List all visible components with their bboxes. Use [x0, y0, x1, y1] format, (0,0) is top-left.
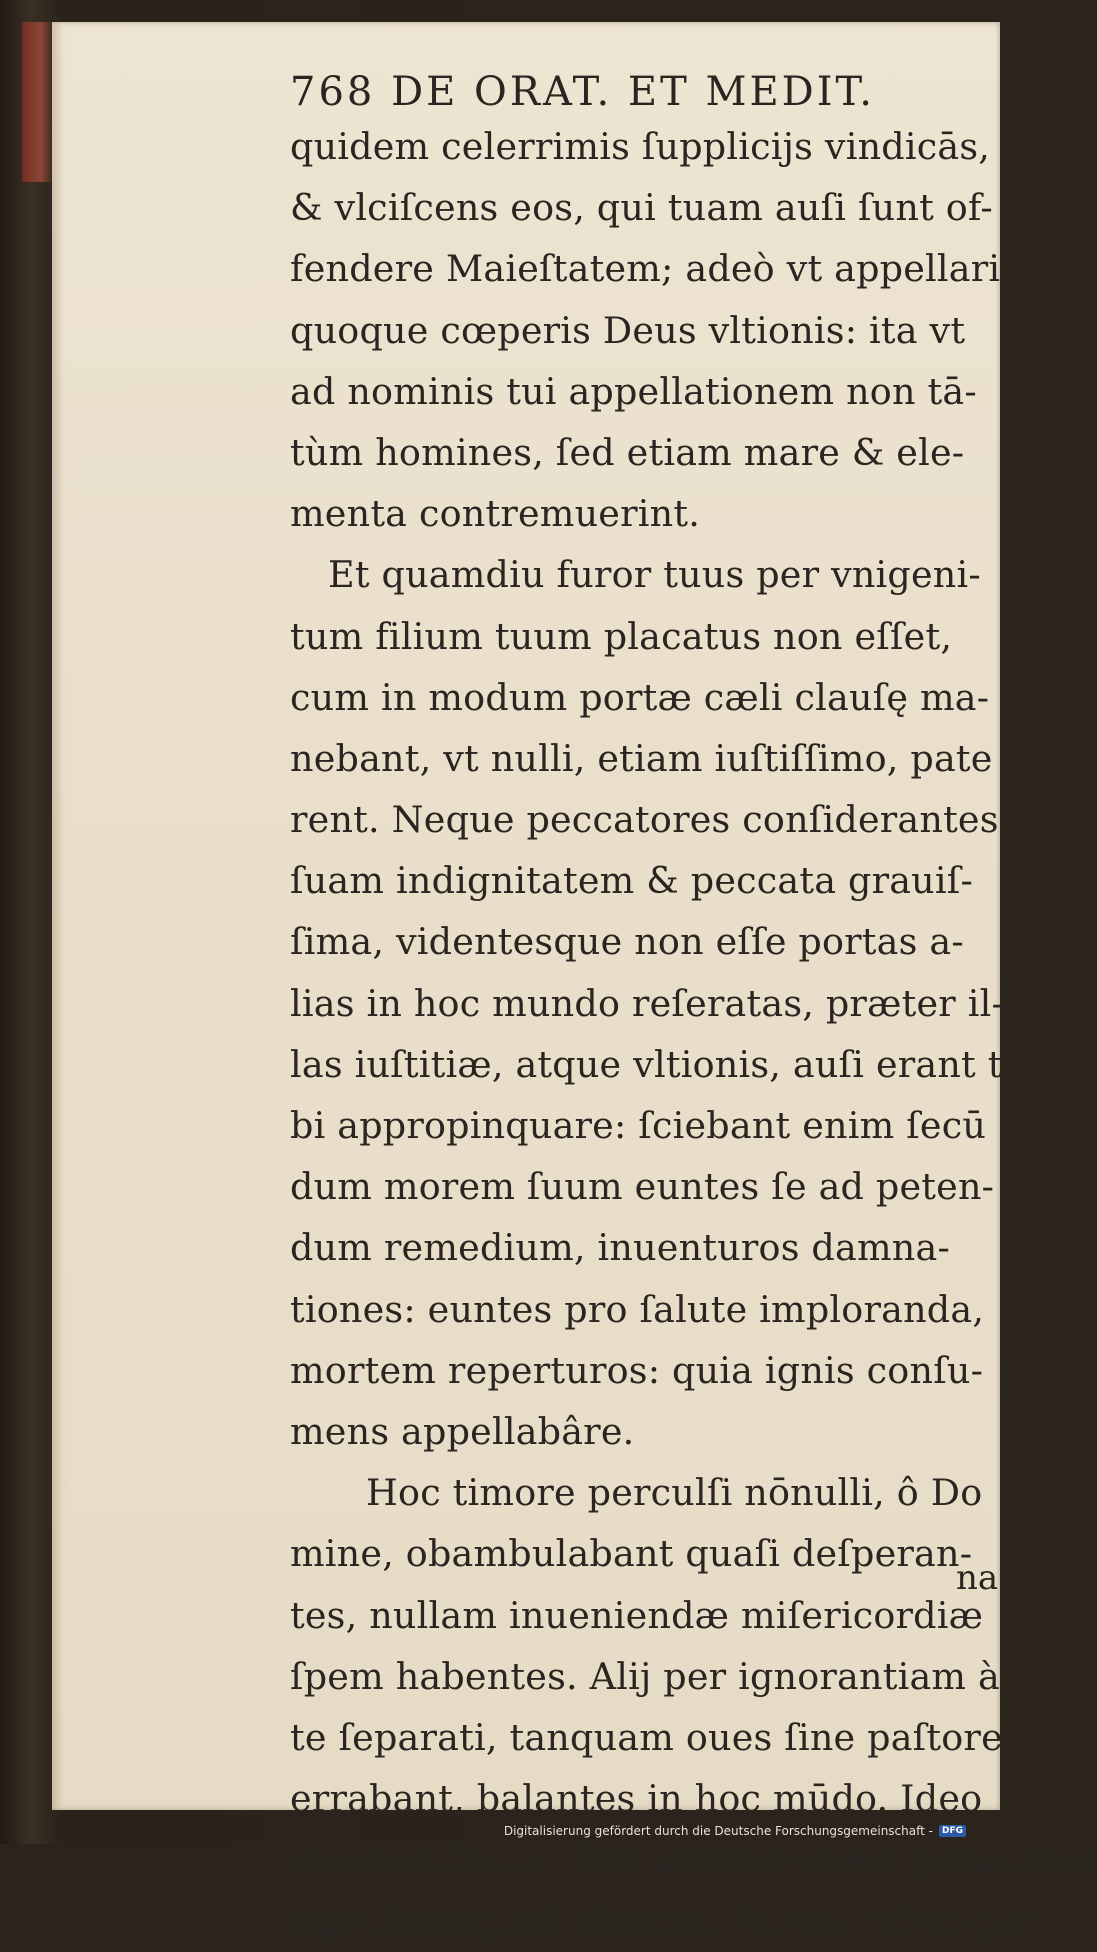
line-text: rent. Neque peccatores conſiderantes: [290, 798, 999, 842]
line-text: ſima, videntesque non eſſe portas a-: [290, 920, 964, 964]
line-text: tùm homines, ſed etiam mare & ele-: [290, 430, 965, 474]
line-text: tiones: euntes pro ſalute imploranda,: [290, 1287, 985, 1331]
line-text: dum morem ſuum euntes ſe ad peten-: [290, 1165, 995, 1209]
page-text-block: [290, 68, 1097, 1952]
line-text: lias in hoc mundo reſeratas, præter il-: [290, 981, 1004, 1025]
text-line: [290, 238, 1001, 299]
line-text: ſuam indignitatem & peccata grauiſ-: [290, 859, 973, 903]
text-line: [290, 300, 990, 361]
text-line: [290, 973, 1004, 1034]
text-line: [290, 544, 990, 605]
text-line: [290, 177, 993, 238]
text-line: [290, 728, 993, 789]
text-line: [290, 789, 999, 850]
line-text: mens appellabâre.: [290, 1409, 635, 1453]
line-text: mine, obambulabant quaſi deſperan-: [290, 1532, 973, 1576]
text-line: [290, 1768, 990, 1829]
line-text: Hoc timore perculſi nōnulli, ô Do: [366, 1471, 983, 1515]
line-text: tes, nullam inueniendæ miſericordiæ: [290, 1593, 984, 1637]
line-text: las iuſtitiæ, atque vltionis, auſi erant ti: [290, 1042, 1015, 1086]
text-lines: [290, 116, 1097, 1952]
line-text: tum filium tuum placatus non eſſet,: [290, 614, 953, 658]
text-line: [290, 1462, 990, 1523]
line-text: cum in modum portæ cæli clauſę ma-: [290, 675, 990, 719]
line-text: quidem celerrimis ſupplicijs vindicās,: [290, 125, 991, 168]
footer-text: Digitalisierung gefördert durch die Deutsche Forschungsgemeinschaft -: [503, 1824, 933, 1838]
line-text: quoque cœperis Deus vltionis: ita vt: [290, 308, 966, 352]
text-line: [290, 1523, 990, 1584]
line-text: errabant, balantes in hoc mūdo. Ideo: [290, 1777, 983, 1821]
line-text: ad nominis tui appellationem non tā-: [290, 369, 977, 413]
line-text: dum remedium, inuenturos damna-: [290, 1226, 950, 1270]
text-line: [290, 1279, 990, 1340]
italic-quote: ego ſum;: [290, 1899, 472, 1943]
line-text: fendere Maieſtatem; adeò vt appellari: [290, 247, 1001, 291]
line-text: Et quamdiu furor tuus per vnigeni-: [328, 553, 981, 597]
text-line: [290, 911, 990, 972]
text-line: [290, 1585, 990, 1646]
italic-quote: Dic animæ meæ ſalus tua: [574, 1838, 1097, 1882]
text-line: [290, 1707, 1003, 1768]
line-text: dicebat Dauid,: [290, 1838, 563, 1882]
text-line: [290, 1156, 995, 1217]
text-line: [290, 116, 990, 177]
text-line: [290, 1095, 990, 1156]
text-line: [290, 850, 990, 911]
text-line: [290, 1401, 990, 1462]
line-text: ſpem habentes. Alij per ignorantiam à: [290, 1654, 1000, 1698]
text-line: [290, 606, 990, 667]
text-line: [290, 361, 990, 422]
running-head: 768 DE ORAT. ET MEDIT.: [290, 69, 876, 115]
line-text: mortem reperturos: quia ignis conſu-: [290, 1348, 984, 1392]
text-line: [290, 1034, 1015, 1095]
line-text: & vlciſcens eos, qui tuam auſi ſunt of-: [290, 186, 993, 230]
page-red-edge: [22, 22, 54, 182]
text-line: [290, 1217, 990, 1278]
line-text: menta contremuerint.: [290, 492, 701, 536]
text-line: [290, 1829, 1097, 1890]
text-line: [290, 667, 990, 728]
line-text: quaſi diceret. Aures habeo ple-: [471, 1899, 1050, 1943]
catchword: nas: [956, 1558, 1016, 1598]
text-line: [290, 1890, 1050, 1951]
line-text: nebant, vt nulli, etiam iuſtiſſimo, pate: [290, 736, 993, 780]
line-text: te ſeparati, tanquam oues ſine paſtore: [290, 1715, 1003, 1759]
text-line: [290, 422, 990, 483]
dfg-logo: DFG: [939, 1825, 966, 1837]
text-line: [290, 483, 990, 544]
text-line: [290, 1340, 990, 1401]
line-text: bi appropinquare: ſciebant enim ſecū: [290, 1104, 987, 1147]
text-line: [290, 1646, 1000, 1707]
digitization-footer: [504, 1824, 966, 1838]
